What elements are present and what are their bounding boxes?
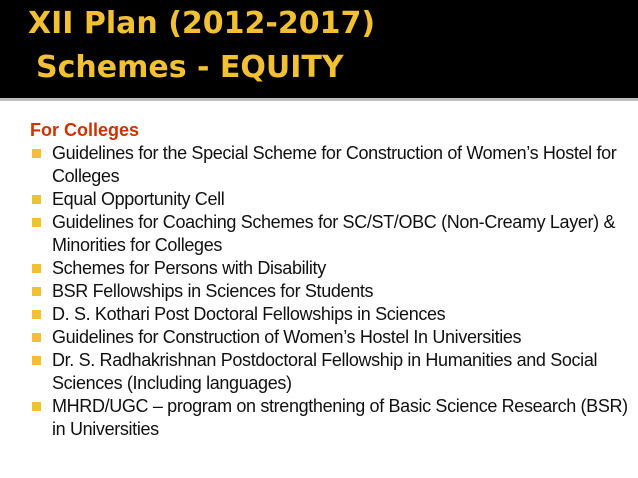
square-bullet-icon — [32, 287, 41, 296]
list-item-text: MHRD/UGC – program on strengthening of Basic Science Research (BSR) in Universities — [52, 396, 628, 439]
square-bullet-icon — [32, 356, 41, 365]
slide-body — [30, 119, 630, 441]
square-bullet-icon — [32, 195, 41, 204]
list-item-text: D. S. Kothari Post Doctoral Fellowships in Sciences — [52, 304, 446, 324]
square-bullet-icon — [32, 149, 41, 158]
list-item — [30, 257, 630, 280]
square-bullet-icon — [32, 264, 41, 273]
list-item — [30, 349, 630, 395]
list-item — [30, 188, 630, 211]
list-item — [30, 142, 630, 188]
list-item-text: Guidelines for Construction of Women’s Hostel In Universities — [52, 327, 522, 347]
list-item-text: Guidelines for Coaching Schemes for SC/ST/OBC (Non-Creamy Layer) & Minorities for Colleges — [52, 212, 616, 255]
list-item-text: Schemes for Persons with Disability — [52, 258, 326, 278]
square-bullet-icon — [32, 310, 41, 319]
square-bullet-icon — [32, 218, 41, 227]
list-item — [30, 303, 630, 326]
slide-title-line-2: Schemes - EQUITY — [36, 50, 344, 85]
list-item — [30, 280, 630, 303]
slide-title-line-1: XII Plan (2012-2017) — [28, 6, 376, 41]
square-bullet-icon — [32, 333, 41, 342]
list-item — [30, 395, 630, 441]
list-item-text: Dr. S. Radhakrishnan Postdoctoral Fellowship in Humanities and Social Sciences (Including languages) — [52, 350, 598, 393]
list-item-text: Guidelines for the Special Scheme for Construction of Women’s Hostel for Colleges — [52, 143, 617, 186]
section-heading: For Colleges — [30, 120, 140, 140]
slide-title — [28, 2, 375, 90]
list-item-text: BSR Fellowships in Sciences for Students — [52, 281, 374, 301]
title-bar — [0, 0, 638, 101]
list-item — [30, 326, 630, 349]
square-bullet-icon — [32, 402, 41, 411]
list-item-text: Equal Opportunity Cell — [52, 189, 225, 209]
list-item — [30, 211, 630, 257]
scheme-list — [30, 142, 630, 441]
